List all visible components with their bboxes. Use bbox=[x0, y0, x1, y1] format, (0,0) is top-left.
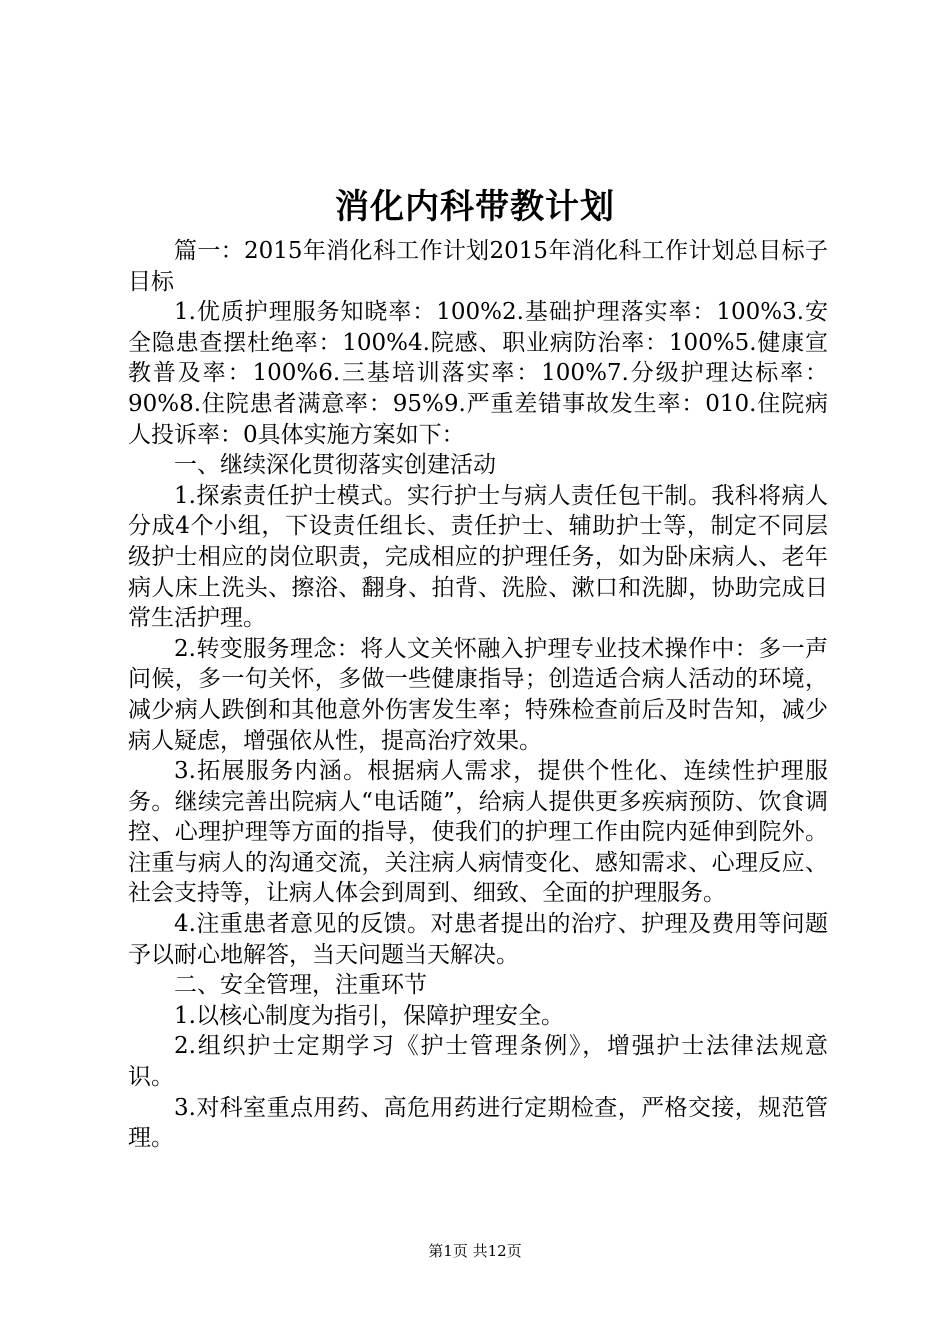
paragraph-item-1-1: 1.探索责任护士模式。实行护士与病人责任包干制。我科将病人分成4个小组，下设责任组长、责任护士、辅助护士等，制定不同层级护士相应的岗位职责，完成相应的护理任务，如为卧床病人、老年病人床上洗头、擦浴、翻身、拍背、洗脸、漱口和洗脚，协助完成日常生活护理。 bbox=[128, 482, 828, 632]
paragraph-item-2-3: 3.对科室重点用药、高危用药进行定期检查，严格交接，规范管理。 bbox=[128, 1094, 828, 1152]
document-title: 消化内科带教计划 bbox=[335, 187, 615, 227]
paragraph-item-1-2: 2.转变服务理念：将人文关怀融入护理专业技术操作中：多一声问候，多一句关怀，多做一些健康指导；创造适合病人活动的环境，减少病人跌倒和其他意外伤害发生率；特殊检查前后及时告知，减少病人疑虑，增强依从性，提高治疗效果。 bbox=[128, 635, 828, 754]
paragraph-item-2-2: 2.组织护士定期学习《护士管理条例》，增强护士法律法规意识。 bbox=[128, 1033, 828, 1091]
paragraph-intro: 篇一：2015年消化科工作计划2015年消化科工作计划总目标子目标 bbox=[128, 238, 828, 295]
paragraph-item-2-1: 1.以核心制度为指引，保障护理安全。 bbox=[174, 1002, 564, 1029]
page-number-footer: 第1页 共12页 bbox=[428, 1242, 522, 1260]
document-body bbox=[128, 236, 828, 1154]
paragraph-item-1-3: 3.拓展服务内涵。根据病人需求，提供个性化、连续性护理服务。继续完善出院病人“电话随”，给病人提供更多疾病预防、饮食调控、心理护理等方面的指导，使我们的护理工作由院内延伸到院外。注重与病人的沟通交流，关注病人病情变化、感知需求、心理反应、社会支持等，让病人体会到周到、细致、全面的护理服务。 bbox=[128, 758, 828, 907]
paragraph-item-1-4: 4.注重患者意见的反馈。对患者提出的治疗、护理及费用等问题予以耐心地解答，当天问题当天解决。 bbox=[128, 911, 828, 968]
paragraph-targets: 1.优质护理服务知晓率：100%2.基础护理落实率：100%3.安全隐患查摆杜绝率：100%4.院感、职业病防治率：100%5.健康宣教普及率：100%6.三基培训落实率：100%7.分级护理达标率：90%8.住院患者满意率：95%9.严重差错事故发生率：010.住院病人投诉率：0具体实施方案如下： bbox=[128, 299, 828, 448]
section-heading-2: 二、安全管理，注重环节 bbox=[174, 972, 427, 999]
section-heading-1: 一、继续深化贯彻落实创建活动 bbox=[174, 452, 496, 479]
